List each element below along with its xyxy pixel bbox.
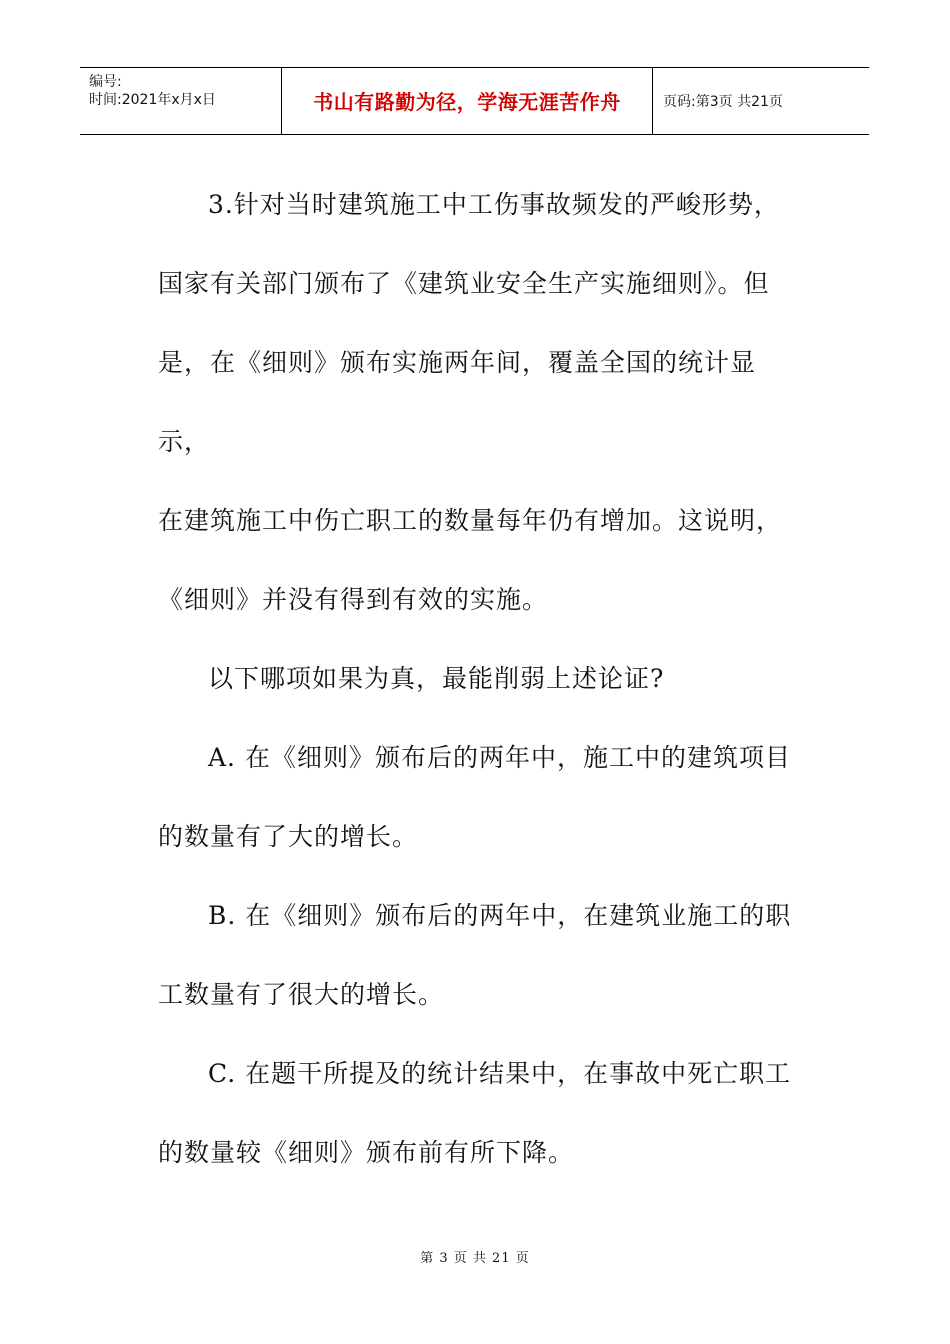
page-header xyxy=(80,67,869,135)
header-meta-cell xyxy=(80,68,282,134)
document-number-label: 编号: xyxy=(89,74,122,90)
paragraph-line: 《细则》并没有得到有效的实施。 xyxy=(158,585,549,614)
paragraph-line: 3.针对当时建筑施工中工伤事故频发的严峻形势， xyxy=(208,190,780,219)
header-motto: 书山有路勤为径，学海无涯苦作舟 xyxy=(282,68,653,134)
header-page-number: 页码:第3页 共21页 xyxy=(663,94,783,110)
option-c-line-2: 的数量较《细则》颁布前有所下降。 xyxy=(158,1138,575,1167)
paragraph-line: 在建筑施工中伤亡职工的数量每年仍有增加。这说明， xyxy=(158,506,783,535)
option-b-line-2: 工数量有了很大的增长。 xyxy=(158,980,445,1009)
document-body xyxy=(158,165,798,1192)
question-text: 以下哪项如果为真，最能削弱上述论证? xyxy=(208,664,665,693)
option-a-line-2: 的数量有了大的增长。 xyxy=(158,822,419,851)
document-time-label: 时间:2021年x月x日 xyxy=(89,92,216,108)
option-a-line-1: A. 在《细则》颁布后的两年中，施工中的建筑项目 xyxy=(208,743,791,772)
page-footer: 第 3 页 共 21 页 xyxy=(420,1251,530,1266)
option-c-line-1: C. 在题干所提及的统计结果中，在事故中死亡职工 xyxy=(208,1059,792,1088)
option-b-line-1: B. 在《细则》颁布后的两年中，在建筑业施工的职 xyxy=(208,901,792,930)
paragraph-line: 是，在《细则》颁布实施两年间，覆盖全国的统计显示， xyxy=(158,348,757,456)
paragraph-line: 国家有关部门颁布了《建筑业安全生产实施细则》。但 xyxy=(158,269,770,298)
